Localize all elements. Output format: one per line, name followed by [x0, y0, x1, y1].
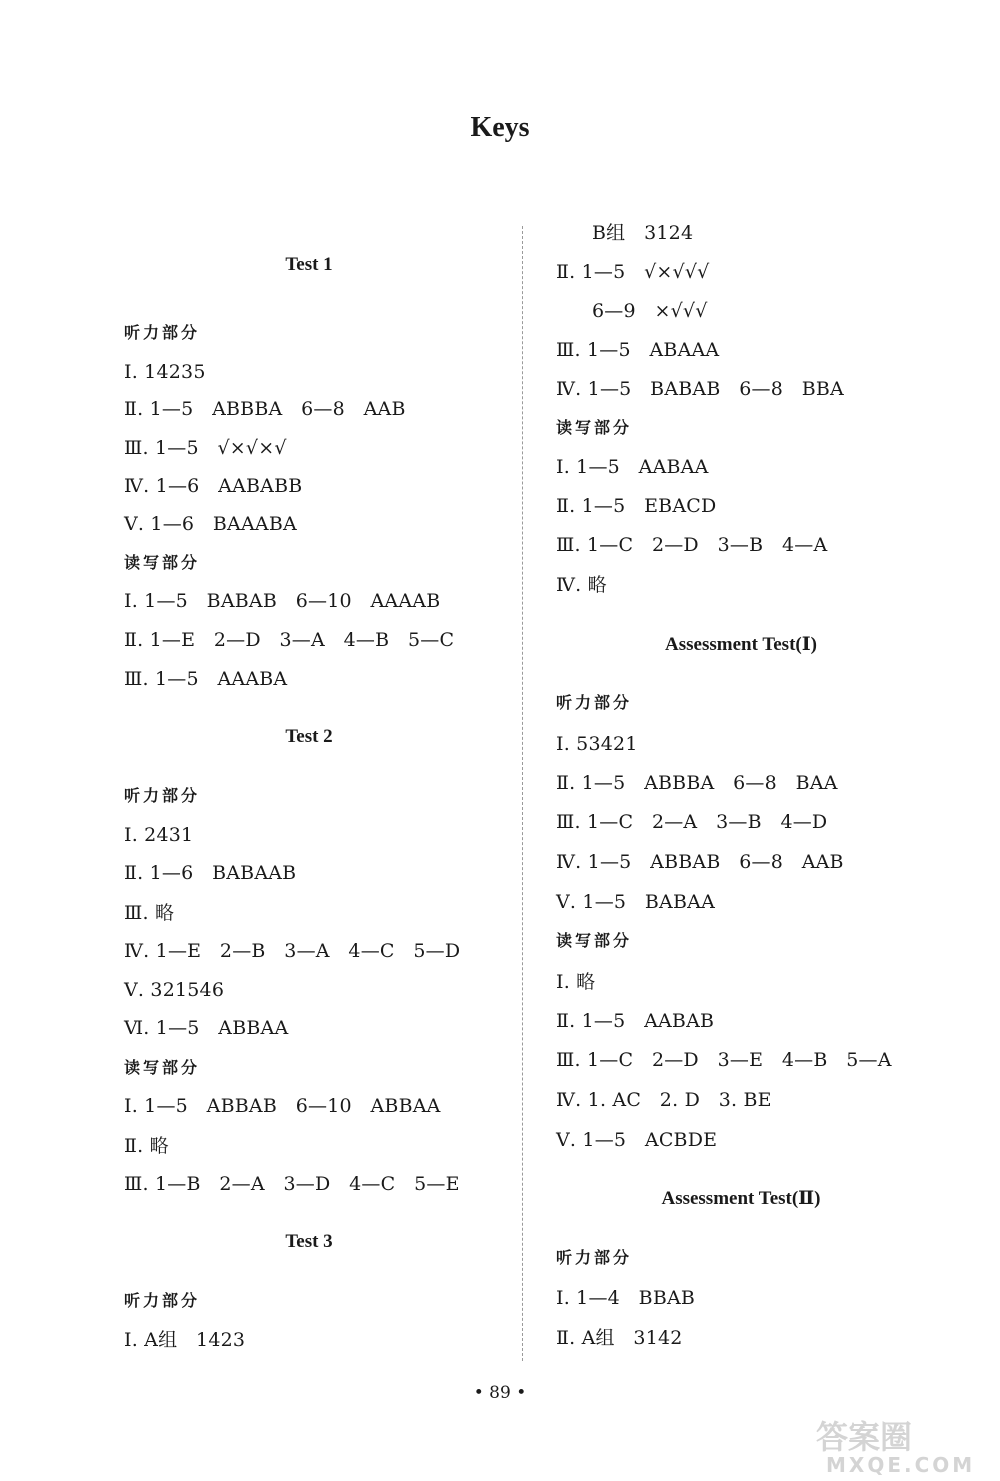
answer-line: Ⅲ. 1—B 2—A 3—D 4—C 5—E — [124, 1173, 460, 1195]
answer-line: Ⅳ. 略 — [556, 574, 607, 596]
answer-line: Ⅰ. 53421 — [556, 733, 638, 755]
column-divider — [522, 226, 523, 1361]
answer-line: Ⅰ. 1—5 ABBAB 6—10 ABBAA — [124, 1095, 441, 1117]
test-heading: Test 3 — [285, 1231, 333, 1252]
answer-line: B组 3124 — [592, 222, 694, 244]
answer-line: Ⅰ. 1—5 AABAA — [556, 456, 709, 478]
answer-line: Ⅱ. 1—5 ABBBA 6—8 BAA — [556, 772, 838, 794]
section-label: 听力部分 — [124, 1291, 201, 1310]
answer-line: Ⅱ. 1—5 AABAB — [556, 1010, 715, 1032]
answer-line: Ⅳ. 1—6 AABABB — [124, 475, 303, 497]
page-number: • 89 • — [473, 1383, 527, 1403]
answer-line: Ⅰ. 1—5 BABAB 6—10 AAAAB — [124, 590, 441, 612]
answer-line: Ⅲ. 1—C 2—D 3—E 4—B 5—A — [556, 1049, 892, 1071]
watermark-logo — [812, 1412, 990, 1476]
section-label: 听力部分 — [124, 323, 201, 342]
test-heading: Test 2 — [285, 726, 333, 747]
page-title: Keys — [470, 112, 530, 143]
answer-line: Ⅴ. 1—5 ACBDE — [556, 1129, 718, 1151]
answer-line: Ⅴ. 1—6 BAAABA — [124, 513, 297, 535]
answer-line: Ⅱ. 略 — [124, 1135, 169, 1157]
section-label: 听力部分 — [556, 1248, 633, 1267]
section-label: 读写部分 — [556, 418, 633, 437]
answer-line: Ⅰ. A组 1423 — [124, 1329, 246, 1351]
section-label: 读写部分 — [556, 931, 633, 950]
section-label: 读写部分 — [124, 553, 201, 572]
answer-line: Ⅴ. 321546 — [124, 979, 225, 1001]
answer-line: Ⅰ. 14235 — [124, 361, 206, 383]
section-label: 听力部分 — [556, 693, 633, 712]
answer-line: Ⅲ. 1—5 AAABA — [124, 668, 288, 690]
answer-line: Ⅱ. 1—5 √×√√√ — [556, 261, 710, 283]
watermark-text: 答案圈 — [816, 1418, 913, 1456]
answer-line: Ⅳ. 1—5 BABAB 6—8 BBA — [556, 378, 844, 400]
answer-line: Ⅱ. 1—5 ABBBA 6—8 AAB — [124, 398, 406, 420]
answer-line: Ⅰ. 略 — [556, 971, 596, 993]
watermark-url: MXQE.COM — [826, 1453, 976, 1476]
answer-line: Ⅳ. 1—5 ABBAB 6—8 AAB — [556, 851, 844, 873]
answer-line: Ⅲ. 1—C 2—A 3—B 4—D — [556, 811, 828, 833]
test-heading: Test 1 — [285, 254, 333, 275]
answer-line: Ⅱ. A组 3142 — [556, 1327, 683, 1349]
answer-line: Ⅴ. 1—5 BABAA — [556, 891, 715, 913]
answer-line: Ⅳ. 1. AC 2. D 3. BE — [556, 1089, 772, 1111]
answer-line: 6—9 ×√√√ — [592, 300, 708, 322]
answer-line: Ⅱ. 1—E 2—D 3—A 4—B 5—C — [124, 629, 455, 651]
answer-line: Ⅲ. 1—C 2—D 3—B 4—A — [556, 534, 828, 556]
section-label: 读写部分 — [124, 1058, 201, 1077]
test-heading: Assessment Test(Ⅱ) — [661, 1188, 821, 1209]
section-label: 听力部分 — [124, 786, 201, 805]
answer-line: Ⅳ. 1—E 2—B 3—A 4—C 5—D — [124, 940, 461, 962]
answer-line: Ⅵ. 1—5 ABBAA — [124, 1017, 289, 1039]
answer-line: Ⅲ. 略 — [124, 902, 175, 924]
answer-line: Ⅱ. 1—5 EBACD — [556, 495, 717, 517]
test-heading: Assessment Test(Ⅰ) — [665, 634, 817, 655]
answer-line: Ⅱ. 1—6 BABAAB — [124, 862, 297, 884]
answer-line: Ⅰ. 2431 — [124, 824, 194, 846]
answer-line: Ⅰ. 1—4 BBAB — [556, 1287, 696, 1309]
answer-line: Ⅲ. 1—5 ABAAA — [556, 339, 720, 361]
answer-line: Ⅲ. 1—5 √×√×√ — [124, 437, 287, 459]
